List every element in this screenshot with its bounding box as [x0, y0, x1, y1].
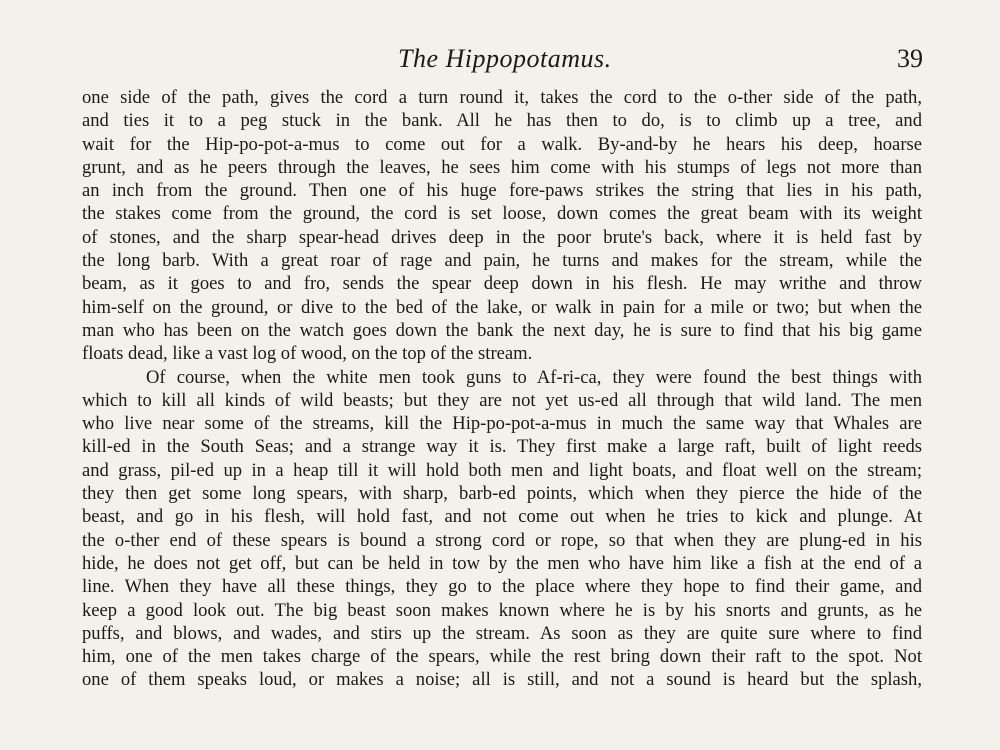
text-line: one of them speaks loud, or makes a noise; all is still, and not a sound is heard but the splash, [82, 669, 922, 691]
text-line: floats dead, like a vast log of wood, on the top of the stream. [82, 343, 533, 365]
text-line: one side of the path, gives the cord a turn round it, takes the cord to the o-ther side of the path, [82, 87, 922, 108]
text-line: beast, and go in his flesh, will hold fast, and not come out when he tries to kick and plunge. At [82, 506, 922, 528]
text-line: wait for the Hip-po-pot-a-mus to come out for a walk. By-and-by he hears his deep, hoarse [82, 133, 922, 155]
text-line: beam, as it goes to and fro, sends the spear deep down in his flesh. He may writhe and throw [82, 273, 922, 295]
text-line: him-self on the ground, or dive to the bed of the lake, or walk in pain for a mile or two; but when the [82, 296, 922, 318]
text-line: they then get some long spears, with sharp, barb-ed points, which when they pierce the hide of the [82, 483, 922, 505]
body-text [82, 86, 922, 692]
text-line: hide, he does not get off, but can be held in tow by the men who have him like a fish at the end of a [82, 552, 922, 574]
running-title: The Hippopotamus. [398, 44, 612, 73]
text-line: who live near some of the streams, kill the Hip-po-pot-a-mus in much the same way that Whales are [82, 413, 922, 435]
text-line: an inch from the ground. Then one of his huge fore-paws strikes the string that lies in his path, [82, 180, 922, 202]
text-line: keep a good look out. The big beast soon makes known where he is by his snorts and grunts, as he [82, 599, 922, 621]
text-line: and grass, pil-ed up in a heap till it will hold both men and light boats, and float well on the stream; [82, 459, 922, 481]
text-line: puffs, and blows, and wades, and stirs up the stream. As soon as they are quite sure where to find [82, 622, 922, 644]
text-line: man who has been on the watch goes down the bank the next day, he is sure to find that his big game [82, 319, 922, 341]
text-line: him, one of the men takes charge of the spears, while the rest bring down their raft to the spot. Not [82, 646, 922, 668]
running-header [0, 44, 1000, 76]
text-line: line. When they have all these things, they go to the place where they hope to find their game, and [82, 576, 922, 598]
text-line: of stones, and the sharp spear-head drives deep in the poor brute's back, where it is held fast by [82, 226, 922, 248]
page-number: 39 [897, 44, 923, 73]
text-line: which to kill all kinds of wild beasts; but they are not yet us-ed all through that wild land. The men [82, 389, 922, 411]
text-line: kill-ed in the South Seas; and a strange way it is. They first make a large raft, built of light reeds [82, 436, 922, 458]
text-line: Of course, when the white men took guns to Af-ri-ca, they were found the best things with [146, 366, 922, 388]
text-line: the long barb. With a great roar of rage and pain, he turns and makes for the stream, while the [82, 250, 922, 272]
text-line: and ties it to a peg stuck in the bank. All he has then to do, is to climb up a tree, and [82, 110, 922, 132]
text-line: grunt, and as he peers through the leaves, he sees him come with his stumps of legs not more than [82, 156, 922, 178]
text-line: the stakes come from the ground, the cord is set loose, down comes the great beam with its weight [82, 203, 922, 225]
text-line: the o-ther end of these spears is bound a strong cord or rope, so that when they are plung-ed in his [82, 529, 922, 551]
